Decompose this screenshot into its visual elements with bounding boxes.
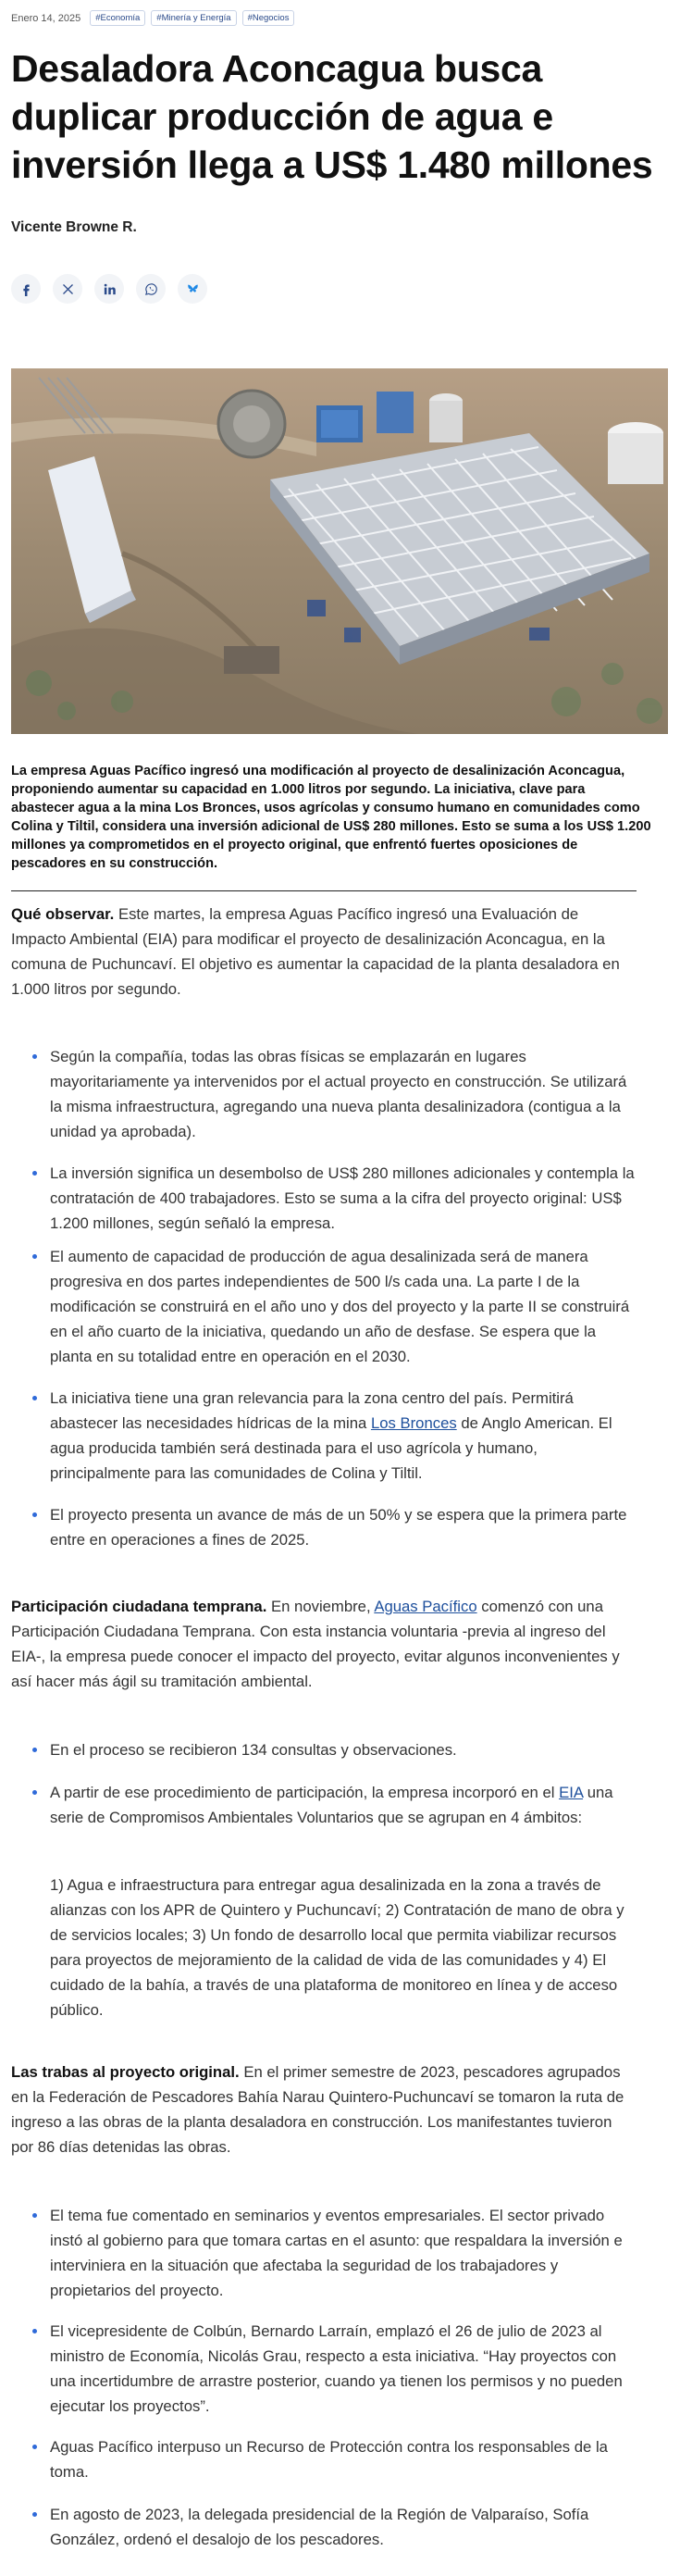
article-title: Desaladora Aconcagua busca duplicar producción de agua e inversión llega a US$ 1.480 millones	[11, 47, 653, 186]
list-item: La inversión significa un desembolso de US$ 280 millones adicionales y contempla la contratación de 400 trabajadores. Esto se suma a la cifra del proyecto original: US$ 1.200 millones, según señaló la empresa.	[50, 1161, 637, 1236]
construction-photo	[11, 368, 668, 734]
share-x-button[interactable]	[53, 274, 82, 304]
list-item: Según la compañía, todas las obras físicas se emplazarán en lugares mayoritariamente ya intervenidos por el actual proyecto en construcción. Se utilizará la misma infraestructura, agregando una nueva planta desalinizadora (contigua a la unidad ya aprobada).	[50, 1044, 637, 1144]
section-text: Este martes, la empresa Aguas Pacífico ingresó una Evaluación de Impacto Ambiental (EIA) para modificar el proyecto de desalinización Aconcagua, en la comuna de Puchuncaví. El objetivo es aumentar la capacidad de la planta desaladora en 1.000 litros por segundo.	[11, 905, 620, 998]
list-item: Aguas Pacífico interpuso un Recurso de Protección contra los responsables de la toma.	[50, 2434, 637, 2484]
whatsapp-icon	[144, 282, 158, 296]
section-que-observar	[11, 902, 637, 1002]
share-bluesky-button[interactable]	[178, 274, 207, 304]
article-lead: La empresa Aguas Pacífico ingresó una modificación al proyecto de desalinización Aconcagua, proponiendo aumentar su capacidad en 1.000 litros por segundo. La iniciativa, clave para abastecer agua a la mina Los Bronces, usos agrícolas y consumo humano en comunidades como Colina y Tiltil, considera una inversión adicional de US$ 280 millones. Esto se suma a los US$ 1.200 millones ya comprometidos en el proyecto original, que enfrentó fuertes oposiciones de pescadores en su construcción.	[11, 764, 651, 871]
section-text: En el primer semestre de 2023, pescadores agrupados en la Federación de Pescadores Bahía Narau Quintero-Puchuncaví se tomaron la ruta de ingreso a las obras de la planta desaladora en construcción. Los manifestantes tuvieron por 86 días detenidas las obras.	[11, 2063, 624, 2156]
item-text: A partir de ese procedimiento de participación, la empresa incorporó en el	[50, 1784, 560, 1801]
item-text: de Anglo American. El agua producida también será destinada para el uso agrícola y humano, principalmente para las comunidades de Colina y Tiltil.	[50, 1414, 612, 1482]
section-text: En noviembre,	[266, 1598, 375, 1615]
share-linkedin-button[interactable]	[94, 274, 124, 304]
list-item: En el proceso se recibieron 134 consultas y observaciones.	[50, 1737, 637, 1762]
list-item: El tema fue comentado en seminarios y eventos empresariales. El sector privado instó al gobierno para que tomara cartas en el asunto: que respaldara la inversión e interviniera en la situación que afectaba la seguridad de los trabajadores y propietarios del proyecto.	[50, 2203, 637, 2303]
list-item	[50, 1386, 637, 1486]
list-item: En agosto de 2023, la delegada presidencial de la Región de Valparaíso, Sofía González, ordenó el desalojo de los pescadores.	[50, 2502, 637, 2552]
section-heading: Las trabas al proyecto original.	[11, 2063, 240, 2081]
divider	[11, 890, 637, 891]
list-item: 1) Agua e infraestructura para entregar agua desalinizada en la zona a través de alianzas con los APR de Quintero y Puchuncaví; 2) Contratación de mano de obra y de servicios locales; 3) Un fondo de desarrollo local que permita viabilizar recursos para proyectos de mejoramiento de la calidad de vida de las comunidades y 4) El cuidado de la bahía, a través de una plataforma de monitoreo en línea y de acceso público.	[50, 1876, 624, 2019]
section-heading: Qué observar.	[11, 905, 115, 923]
list-item: El aumento de capacidad de producción de agua desalinizada será de manera progresiva en dos partes independientes de 500 l/s cada una. La parte I de la modificación se construirá en el año uno y dos del proyecto y la parte II se construirá en el año cuarto de la iniciativa, quedando un año de desfase. Se espera que la planta en su totalidad entre en operación en el 2030.	[50, 1244, 637, 1369]
item-text: La iniciativa tiene una gran relevancia para la zona centro del país. Permitirá abastecer las necesidades hídricas de la mina	[50, 1389, 574, 1432]
share-whatsapp-button[interactable]	[136, 274, 166, 304]
facebook-icon	[19, 282, 33, 296]
tag-mineria-energia[interactable]: #Minería y Energía	[151, 10, 236, 26]
list-item: El proyecto presenta un avance de más de un 50% y se espera que la primera parte entre en operaciones a fines de 2025.	[50, 1502, 637, 1552]
bluesky-icon	[186, 282, 200, 296]
link-los-bronces[interactable]: Los Bronces	[370, 1414, 457, 1432]
list-item	[50, 1780, 637, 1830]
article-meta	[11, 10, 294, 26]
link-aguas-pacifico[interactable]: Aguas Pacífico	[374, 1598, 477, 1615]
linkedin-icon	[103, 282, 117, 296]
article-photo	[11, 368, 668, 734]
list-item: El vicepresidente de Colbún, Bernardo Larraín, emplazó el 26 de julio de 2023 al ministro de Economía, Nicolás Grau, respecto a esta iniciativa. “Hay proyectos con una incertidumbre de arrastre posterior, cuando ya tienen los permisos y no pueden ejecutar los proyectos”.	[50, 2319, 637, 2419]
section-text: comenzó con una Participación Ciudadana Temprana. Con esta instancia voluntaria -previa al ingreso del EIA-, la empresa puede conocer el impacto del proyecto, evitar algunos inconvenientes y así hacer más ágil su tramitación ambiental.	[11, 1598, 620, 1690]
x-icon	[61, 282, 75, 296]
author-name: Vicente Browne R.	[11, 219, 137, 235]
tag-negocios[interactable]: #Negocios	[242, 10, 295, 26]
tag-economia[interactable]: #Economía	[90, 10, 145, 26]
share-facebook-button[interactable]	[11, 274, 41, 304]
section-heading: Participación ciudadana temprana.	[11, 1598, 267, 1615]
section-participacion	[11, 1594, 637, 1694]
section-trabas	[11, 2060, 637, 2159]
link-eia[interactable]: EIA	[559, 1784, 584, 1801]
item-text: una serie de Compromisos Ambientales Voluntarios que se agrupan en 4 ámbitos:	[50, 1784, 613, 1826]
publish-date: Enero 14, 2025	[11, 12, 81, 24]
share-bar	[11, 274, 207, 304]
